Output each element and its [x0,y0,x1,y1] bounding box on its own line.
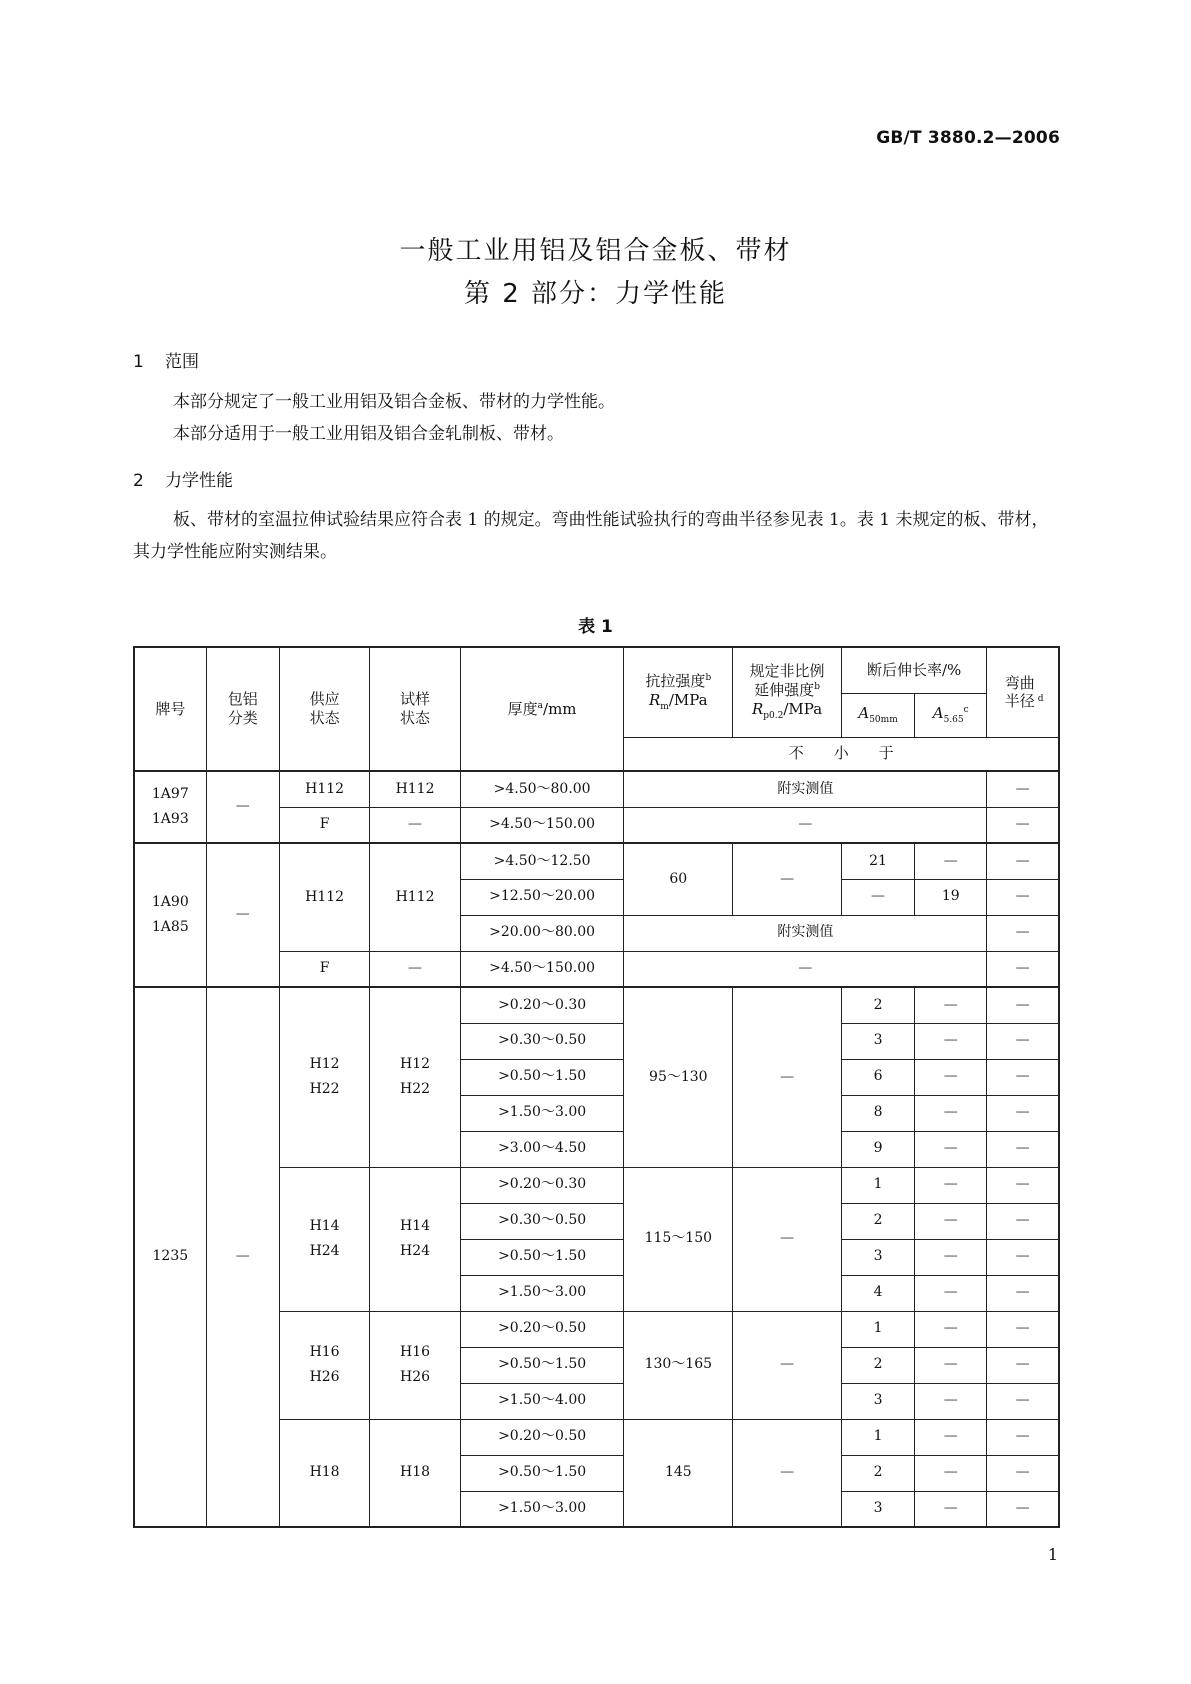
bend-cell: — [987,1491,1059,1527]
clad-cell: — [206,843,279,987]
supply-h24: H24 [309,1243,340,1259]
header-tensile-text: 抗拉强度 [645,671,706,690]
grade-cell [134,771,206,843]
header-grade: 牌号 [134,647,206,771]
header-a50-symbol: A [858,703,870,722]
bend-cell: — [987,1347,1059,1383]
grade-cell: 1235 [134,987,206,1527]
grade-cell [134,843,206,987]
header-yield-line2: 延伸强度 [754,681,815,700]
thickness-cell: >12.50～20.00 [460,879,624,915]
a565-cell: — [915,1131,987,1167]
header-tensile [624,647,733,737]
supply-cell [279,1311,369,1419]
a50-cell: 1 [841,1311,914,1347]
a565-cell: 19 [915,879,987,915]
header-bend-note: d [1037,693,1044,704]
specimen-h16: H16 [400,1343,431,1360]
supply-h22: H22 [309,1081,340,1098]
grade-1a90: 1A90 [151,893,189,910]
header-a50-subscript: 50mm [869,714,898,725]
a565-cell: — [915,1491,987,1527]
header-tensile-subscript: m [660,701,669,712]
bend-cell: — [987,1455,1059,1491]
a50-cell: 4 [841,1275,914,1311]
section2-heading [133,466,233,491]
tensile-cell: 60 [624,843,733,915]
bend-cell: — [987,1095,1059,1131]
supply-cell: H18 [279,1419,369,1527]
bend-cell: — [987,1383,1059,1419]
yield-cell: — [733,1167,842,1311]
tensile-cell: 115～150 [624,1167,733,1311]
bend-cell: — [987,951,1059,987]
table-row [134,771,1059,807]
supply-h14: H14 [309,1217,340,1234]
bend-cell: — [987,1275,1059,1311]
thickness-cell: >0.50～1.50 [460,1455,624,1491]
header-supply-text: 供应状态 [309,690,340,727]
specimen-h12: H12 [400,1055,431,1072]
header-a565-symbol: A [932,703,944,722]
a50-cell: 3 [841,1491,914,1527]
specimen-h14: H14 [400,1217,431,1234]
specimen-cell: — [370,951,460,987]
grade-1a85: 1A85 [151,919,189,935]
supply-h26: H26 [309,1369,340,1385]
a565-cell: — [915,1311,987,1347]
bend-cell: — [987,771,1059,807]
grade-1a93: 1A93 [151,811,189,827]
thickness-cell: >4.50～150.00 [460,951,624,987]
section2-para1: 板、带材的室温拉伸试验结果应符合表 1 的规定。弯曲性能试验执行的弯曲半径参见表 1。表 1 未规定的板、带材，其力学性能应附实测结果。 [133,510,1049,562]
thickness-cell: >0.50～1.50 [460,1347,624,1383]
header-thickness-note: a [537,700,544,711]
specimen-cell: H18 [370,1419,460,1527]
thickness-cell: >0.20～0.50 [460,1311,624,1347]
a565-cell: — [915,1419,987,1455]
bend-cell: — [987,1239,1059,1275]
supply-cell [279,1167,369,1311]
thickness-cell: >4.50～150.00 [460,807,624,843]
section1-para1: 本部分规定了一般工业用铝及铝合金板、带材的力学性能。 [173,392,615,412]
specimen-cell: H112 [370,843,460,951]
header-thickness-text: 厚度 [507,699,538,718]
section2-title: 力学性能 [165,471,233,491]
bend-cell: — [987,1023,1059,1059]
clad-cell: — [206,987,279,1527]
supply-cell: H112 [279,771,369,807]
specimen-cell [370,1167,460,1311]
bend-cell: — [987,807,1059,843]
section2-number: 2 [133,471,144,491]
bend-cell: — [987,1167,1059,1203]
document-title-line1: 一般工业用铝及铝合金板、带材 [399,236,792,266]
header-elongation: 断后伸长率/% [841,647,986,693]
bend-cell: — [987,879,1059,915]
standard-number: GB/T 3880.2—2006 [876,128,1060,148]
table-row [134,987,1059,1023]
header-a565-subscript: 5.65 [943,714,964,725]
a50-cell: 8 [841,1095,914,1131]
header-clad-text: 包铝分类 [227,690,258,727]
thickness-cell: >1.50～3.00 [460,1095,624,1131]
a50-cell: 1 [841,1419,914,1455]
header-supply [279,647,369,771]
thickness-cell: >20.00～80.00 [460,915,624,951]
tensile-cell: 95～130 [624,987,733,1167]
a50-cell: 2 [841,1203,914,1239]
yield-cell: — [733,843,842,915]
tensile-cell: 145 [624,1419,733,1527]
a50-cell: — [841,879,914,915]
a565-cell: — [915,1275,987,1311]
header-a50 [841,693,914,737]
section1-title: 范围 [165,352,199,372]
a565-cell: — [915,1239,987,1275]
table-caption: 表 1 [578,617,613,637]
a565-cell: — [915,1167,987,1203]
a50-cell: 1 [841,1167,914,1203]
a50-cell: 9 [841,1131,914,1167]
a50-cell: 3 [841,1239,914,1275]
specimen-h22: H22 [400,1081,431,1098]
header-thickness [460,647,624,771]
bend-cell: — [987,987,1059,1023]
specimen-cell [370,987,460,1167]
supply-h16: H16 [309,1343,340,1360]
section1-para2: 本部分适用于一般工业用铝及铝合金轧制板、带材。 [173,424,564,444]
supply-cell: F [279,951,369,987]
specimen-h26: H26 [400,1369,431,1385]
header-tensile-note: b [705,672,712,683]
thickness-cell: >1.50～3.00 [460,1491,624,1527]
bend-cell: — [987,1419,1059,1455]
thickness-cell: >0.20～0.30 [460,1167,624,1203]
header-a565 [915,693,987,737]
header-clad [206,647,279,771]
supply-cell [279,987,369,1167]
thickness-cell: >0.30～0.50 [460,1203,624,1239]
measured-value-cell: 附实测值 [624,771,987,807]
specimen-cell: H112 [370,771,460,807]
a565-cell: — [915,1347,987,1383]
bend-cell: — [987,1131,1059,1167]
a565-cell: — [915,1203,987,1239]
a50-cell: 2 [841,987,914,1023]
a565-cell: — [915,1455,987,1491]
thickness-cell: >4.50～80.00 [460,771,624,807]
thickness-cell: >0.30～0.50 [460,1023,624,1059]
mechanical-properties-table [133,646,1060,1528]
bend-cell: — [987,1203,1059,1239]
table-row [134,843,1059,879]
thickness-cell: >0.20～0.50 [460,1419,624,1455]
header-yield-subscript: p0.2 [763,710,784,721]
document-title-line2: 第 2 部分：力学性能 [463,279,728,309]
header-bend [987,647,1059,737]
properties-cell: — [624,807,987,843]
supply-cell: F [279,807,369,843]
header-yield-symbol: R [751,699,764,718]
yield-cell: — [733,1419,842,1527]
thickness-cell: >4.50～12.50 [460,843,624,879]
header-thickness-unit: /mm [543,699,577,718]
header-yield-line1: 规定非比例 [749,662,825,681]
specimen-h24: H24 [400,1243,431,1259]
bend-cell: — [987,843,1059,879]
a50-cell: 6 [841,1059,914,1095]
supply-h12: H12 [309,1055,340,1072]
a565-cell: — [915,1059,987,1095]
bend-cell: — [987,915,1059,951]
header-yield [733,647,842,737]
header-tensile-symbol: R [649,690,661,709]
tensile-cell: 130～165 [624,1311,733,1419]
thickness-cell: >1.50～3.00 [460,1275,624,1311]
a565-cell: — [915,987,987,1023]
measured-value-cell: 附实测值 [624,915,987,951]
a50-cell: 2 [841,1455,914,1491]
yield-cell: — [733,987,842,1167]
page-number: 1 [1047,1545,1058,1564]
a565-cell: — [915,1383,987,1419]
properties-cell: — [624,951,987,987]
section1-heading [133,347,199,372]
a50-cell: 2 [841,1347,914,1383]
thickness-cell: >3.00～4.50 [460,1131,624,1167]
header-yield-note: b [814,682,820,693]
header-yield-unit: /MPa [783,699,823,718]
section1-number: 1 [133,352,144,372]
bend-cell: — [987,1311,1059,1347]
header-specimen-text: 试样状态 [400,690,431,727]
header-not-less-than: 不 小 于 [624,737,1059,771]
clad-cell: — [206,771,279,843]
specimen-cell [370,1311,460,1419]
header-specimen [370,647,460,771]
a50-cell: 21 [841,843,914,879]
a565-cell: — [915,843,987,879]
header-bend-text: 弯曲半径 [1004,673,1035,711]
thickness-cell: >0.50～1.50 [460,1059,624,1095]
header-a565-note: c [963,704,969,715]
specimen-cell: — [370,807,460,843]
bend-cell: — [987,1059,1059,1095]
yield-cell: — [733,1311,842,1419]
a50-cell: 3 [841,1023,914,1059]
header-tensile-unit: /MPa [668,690,708,709]
a565-cell: — [915,1023,987,1059]
thickness-cell: >0.50～1.50 [460,1239,624,1275]
grade-1a97: 1A97 [151,785,189,802]
supply-cell: H112 [279,843,369,951]
thickness-cell: >0.20～0.30 [460,987,624,1023]
a50-cell: 3 [841,1383,914,1419]
thickness-cell: >1.50～4.00 [460,1383,624,1419]
a565-cell: — [915,1095,987,1131]
